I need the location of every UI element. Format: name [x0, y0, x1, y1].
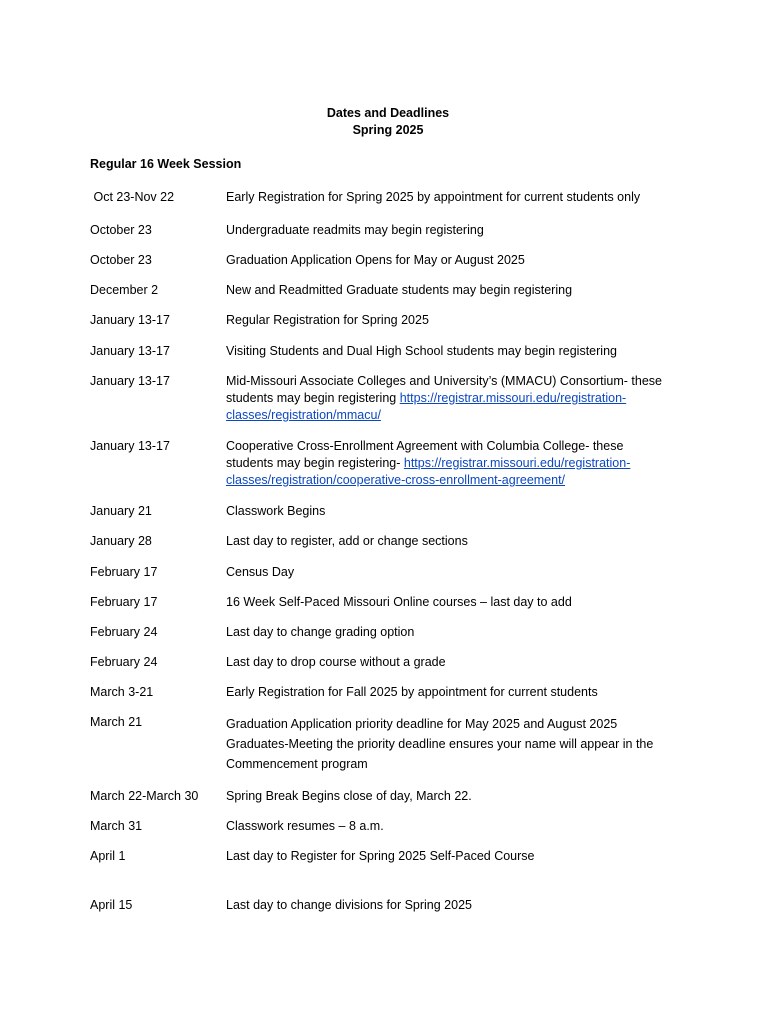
entry-text: Classwork Begins — [226, 504, 326, 518]
entry-text-segment: students may begin registering- — [226, 456, 404, 470]
entry-text — [226, 373, 686, 424]
entry-text-line: Graduation Application priority deadline for May 2025 and August 2025 — [226, 717, 618, 731]
entry-text: 16 Week Self-Paced Missouri Online courses – last day to add — [226, 595, 572, 609]
entry-text: Early Registration for Spring 2025 by appointment for current students only — [226, 190, 641, 204]
entry-date: January 13-17 — [90, 344, 170, 358]
entry-date: December 2 — [90, 283, 159, 297]
entry-date: February 24 — [90, 655, 158, 669]
entry-text: Visiting Students and Dual High School students may begin registering — [226, 344, 617, 358]
entry-text: Last day to drop course without a grade — [226, 655, 446, 669]
cross-enrollment-link[interactable]: https://registrar.missouri.edu/registration- — [403, 456, 631, 470]
entry-text: Undergraduate readmits may begin registering — [226, 223, 484, 237]
entry-date: October 23 — [90, 253, 152, 267]
entry-text: Regular Registration for Spring 2025 — [226, 313, 429, 327]
entry-text-line: Commencement program — [226, 757, 368, 771]
entry-text: Census Day — [226, 565, 295, 579]
entry-text — [226, 714, 686, 774]
entry-date: January 13-17 — [90, 439, 170, 453]
entry-text-segment: students may begin registering — [226, 391, 400, 405]
entry-date: April 1 — [90, 849, 126, 863]
mmacu-link[interactable]: https://registrar.missouri.edu/registration- — [399, 391, 627, 405]
entry-text-line — [226, 390, 686, 407]
entry-date: March 31 — [90, 819, 143, 833]
entry-text: Last day to register, add or change sections — [226, 534, 468, 548]
entry-date: February 17 — [90, 595, 158, 609]
entry-text: Spring Break Begins close of day, March 22. — [226, 789, 472, 803]
entry-text: Early Registration for Fall 2025 by appointment for current students — [226, 685, 598, 699]
entry-text — [226, 438, 686, 489]
document-term: Spring 2025 — [352, 123, 424, 137]
entry-text: Last day to change divisions for Spring 2025 — [226, 898, 472, 912]
entry-date: October 23 — [90, 223, 152, 237]
entry-date: April 15 — [90, 898, 133, 912]
entry-date: January 21 — [90, 504, 152, 518]
document-title: Dates and Deadlines — [326, 106, 450, 120]
entry-text-line: Graduates-Meeting the priority deadline ensures your name will appear in the — [226, 737, 654, 751]
entry-text-line — [226, 407, 686, 424]
entry-text-line — [226, 455, 686, 472]
entry-text-line: Cooperative Cross-Enrollment Agreement with Columbia College- these — [226, 439, 624, 453]
entry-date: Oct 23-Nov 22 — [90, 190, 175, 204]
entry-text: Last day to change grading option — [226, 625, 415, 639]
session-heading: Regular 16 Week Session — [90, 157, 242, 171]
entry-date: January 13-17 — [90, 313, 170, 327]
entry-date: March 3-21 — [90, 685, 154, 699]
cross-enrollment-link-continued[interactable]: classes/registration/cooperative-cross-enrollment-agreement/ — [226, 473, 566, 487]
entry-text: Classwork resumes – 8 a.m. — [226, 819, 384, 833]
entry-text: New and Readmitted Graduate students may begin registering — [226, 283, 573, 297]
entry-date: March 21 — [90, 715, 143, 729]
entry-date: January 13-17 — [90, 374, 170, 388]
entry-date: February 24 — [90, 625, 158, 639]
entry-text: Last day to Register for Spring 2025 Self-Paced Course — [226, 849, 535, 863]
entry-text-line: Mid-Missouri Associate Colleges and University’s (MMACU) Consortium- these — [226, 374, 663, 388]
entry-text: Graduation Application Opens for May or August 2025 — [226, 253, 525, 267]
entry-date: January 28 — [90, 534, 152, 548]
entry-date: February 17 — [90, 565, 158, 579]
entry-text-line — [226, 472, 686, 489]
mmacu-link-continued[interactable]: classes/registration/mmacu/ — [226, 408, 381, 422]
entry-date: March 22-March 30 — [90, 789, 199, 803]
